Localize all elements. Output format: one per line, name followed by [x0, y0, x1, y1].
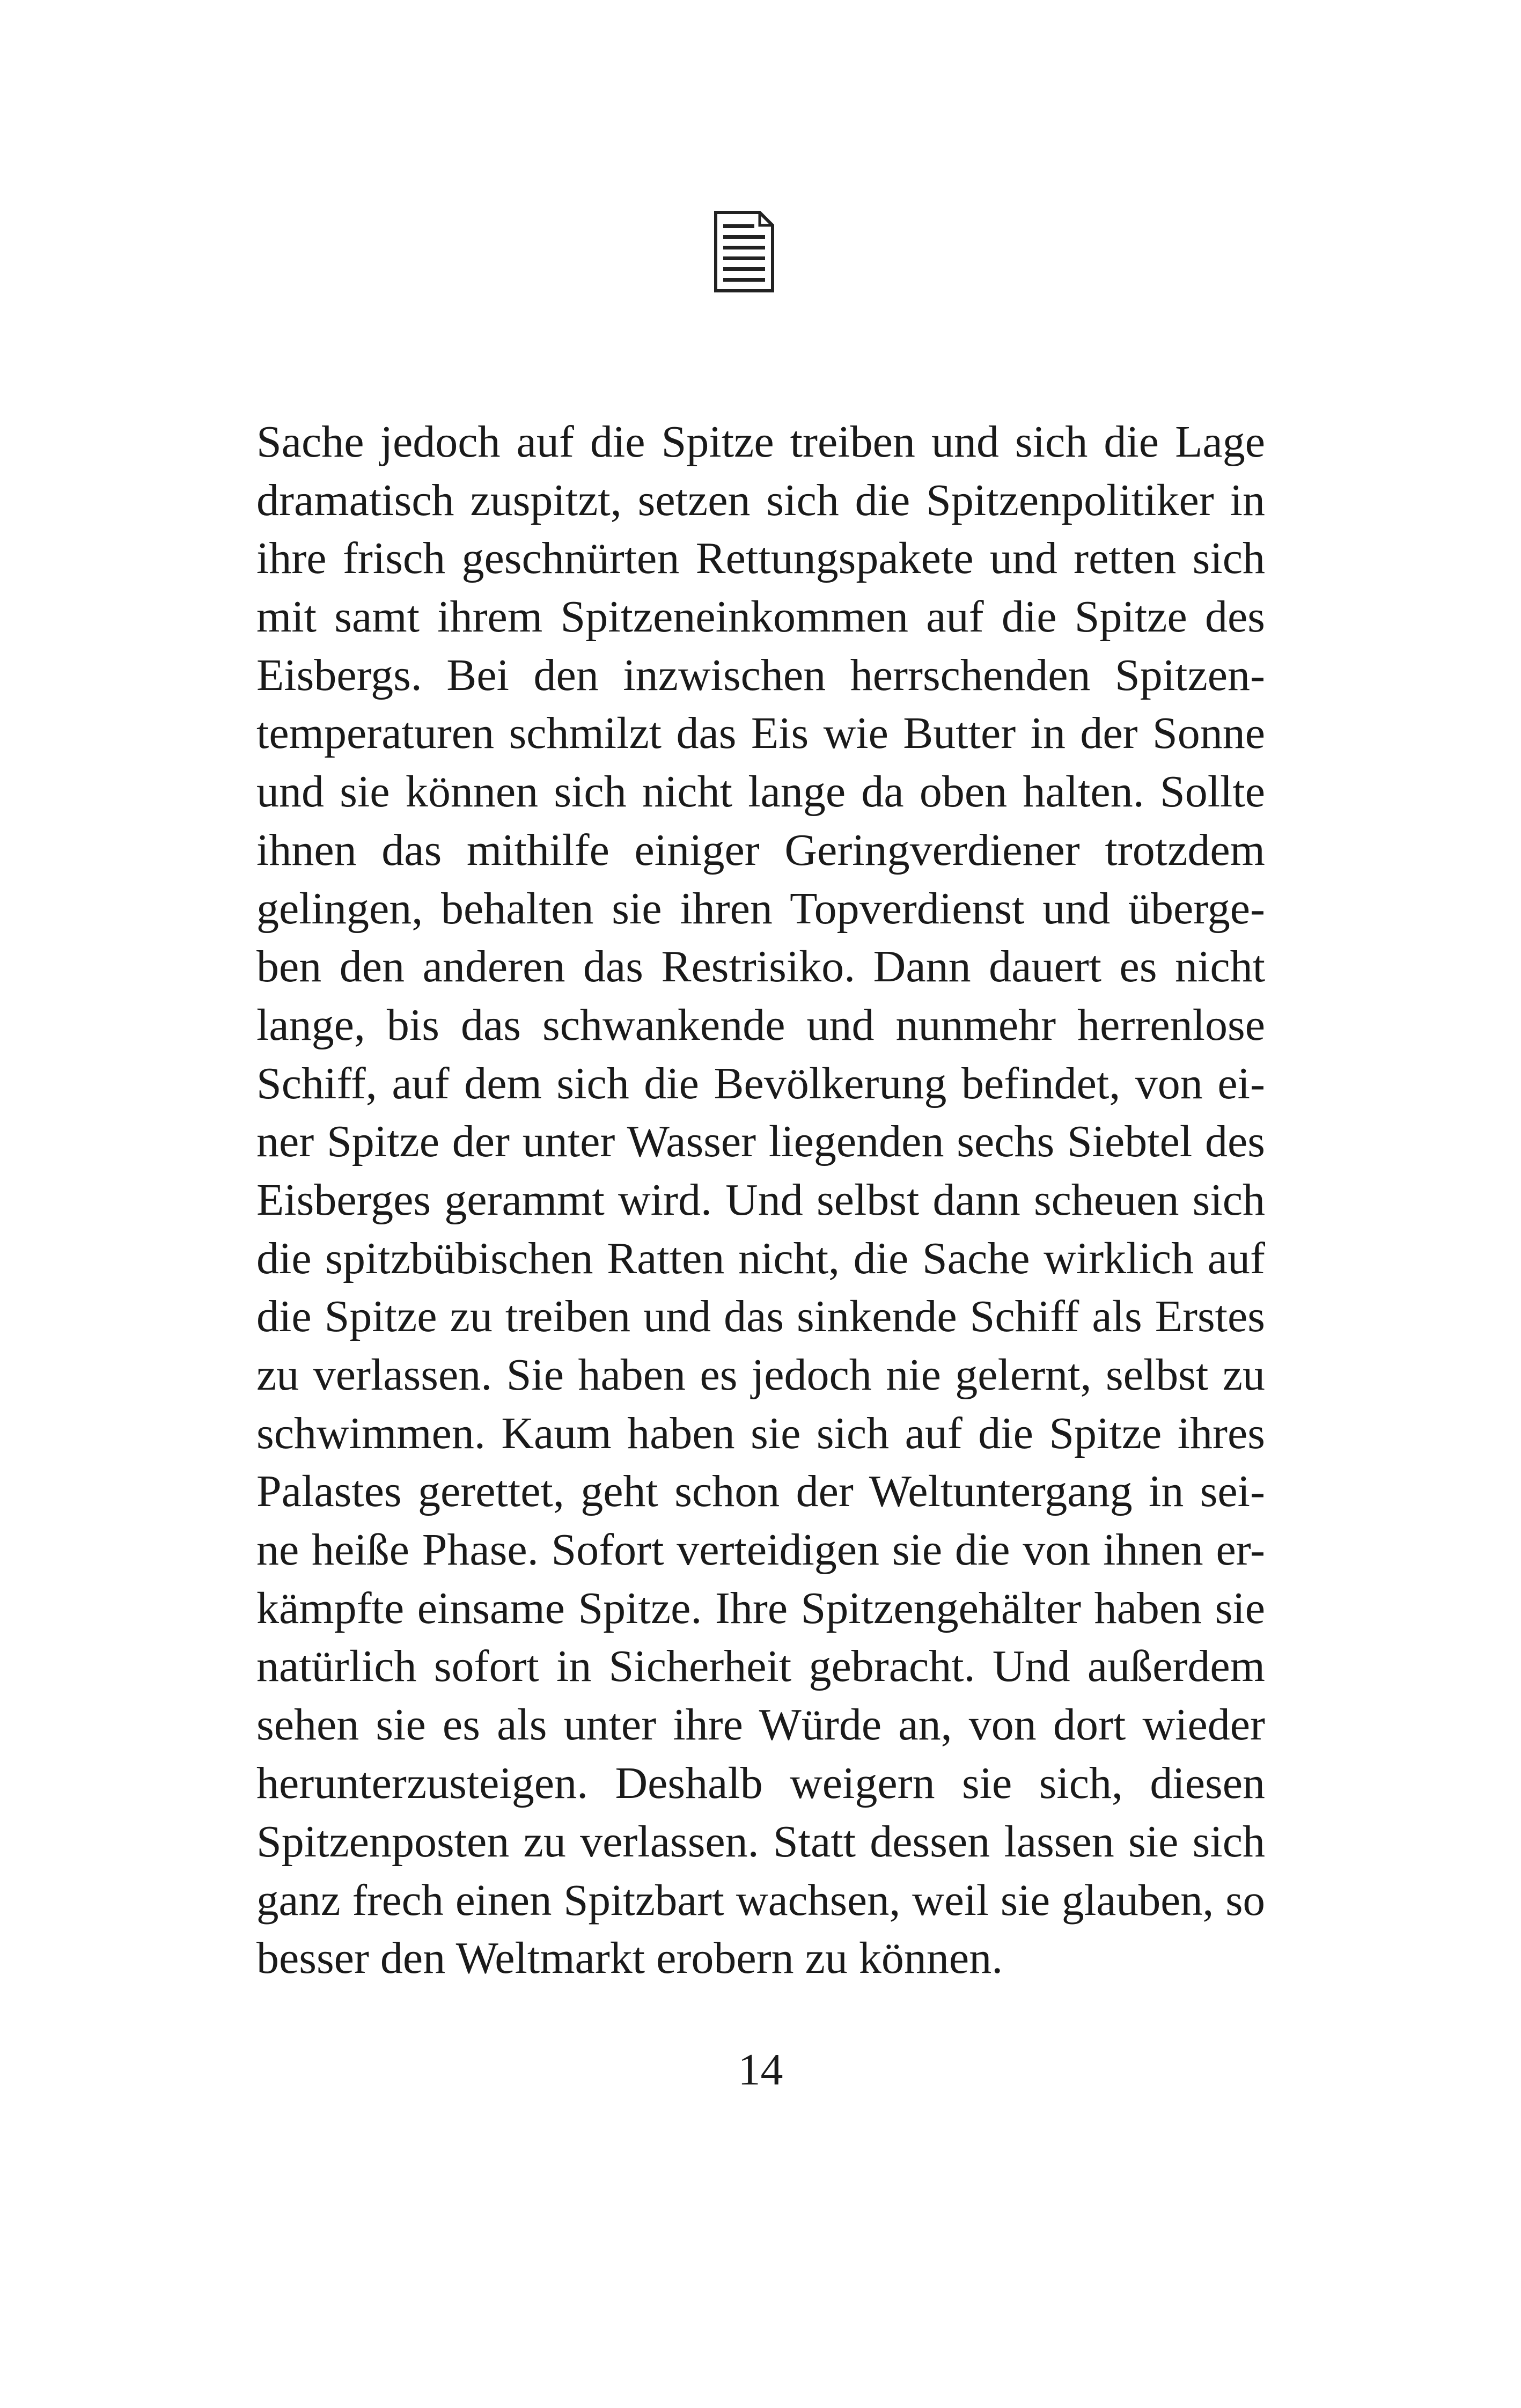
text-line: ben den anderen das Restrisiko. Dann dauert es nicht	[256, 942, 1265, 992]
text-line: herunterzusteigen. Deshalb weigern sie sich, diesen	[256, 1758, 1265, 1808]
text-line: besser den Weltmarkt erobern zu können.	[256, 1933, 1003, 1983]
text-line: ganz frech einen Spitzbart wachsen, weil sie glauben, so	[256, 1875, 1265, 1925]
text-line: ner Spitze der unter Wasser liegenden sechs Siebtel des	[256, 1117, 1265, 1167]
text-line: schwimmen. Kaum haben sie sich auf die Spitze ihres	[256, 1408, 1265, 1458]
text-line: zu verlassen. Sie haben es jedoch nie gelernt, selbst zu	[256, 1350, 1265, 1400]
text-line: Eisbergs. Bei den inzwischen herrschenden Spitzen-	[256, 650, 1265, 700]
text-line: gelingen, behalten sie ihren Topverdienst und überge-	[256, 883, 1265, 934]
text-line: lange, bis das schwankende und nunmehr herrenlose	[256, 1000, 1265, 1050]
document-icon	[714, 210, 775, 293]
text-line: dramatisch zuspitzt, setzen sich die Spitzenpolitiker in	[256, 475, 1265, 525]
text-line: Palastes gerettet, geht schon der Weltuntergang in sei-	[256, 1466, 1265, 1517]
text-line: ihnen das mithilfe einiger Geringverdiener trotzdem	[256, 825, 1265, 875]
text-line: sehen sie es als unter ihre Würde an, von dort wieder	[256, 1700, 1265, 1750]
text-line: kämpfte einsame Spitze. Ihre Spitzengehälter haben sie	[256, 1583, 1265, 1633]
text-line: die Spitze zu treiben und das sinkende Schiff als Erstes	[256, 1291, 1265, 1342]
text-line: die spitzbübischen Ratten nicht, die Sache wirklich auf	[256, 1233, 1265, 1283]
text-line: und sie können sich nicht lange da oben halten. Sollte	[256, 767, 1265, 817]
text-line: ne heiße Phase. Sofort verteidigen sie die von ihnen er-	[256, 1525, 1265, 1575]
page-number: 14	[738, 2045, 783, 2095]
text-line: Spitzenposten zu verlassen. Statt dessen lassen sie sich	[256, 1816, 1265, 1867]
text-line: mit samt ihrem Spitzeneinkommen auf die Spitze des	[256, 592, 1265, 642]
text-line: ihre frisch geschnürten Rettungspakete und retten sich	[256, 533, 1265, 584]
text-line: Eisberges gerammt wird. Und selbst dann scheuen sich	[256, 1174, 1265, 1225]
body-text	[256, 413, 1265, 1988]
text-line: Schiff, auf dem sich die Bevölkerung befindet, von ei-	[256, 1058, 1265, 1108]
text-line: Sache jedoch auf die Spitze treiben und sich die Lage	[256, 417, 1265, 467]
text-line: natürlich sofort in Sicherheit gebracht. Und außerdem	[256, 1641, 1265, 1692]
text-line: temperaturen schmilzt das Eis wie Butter in der Sonne	[256, 708, 1265, 759]
